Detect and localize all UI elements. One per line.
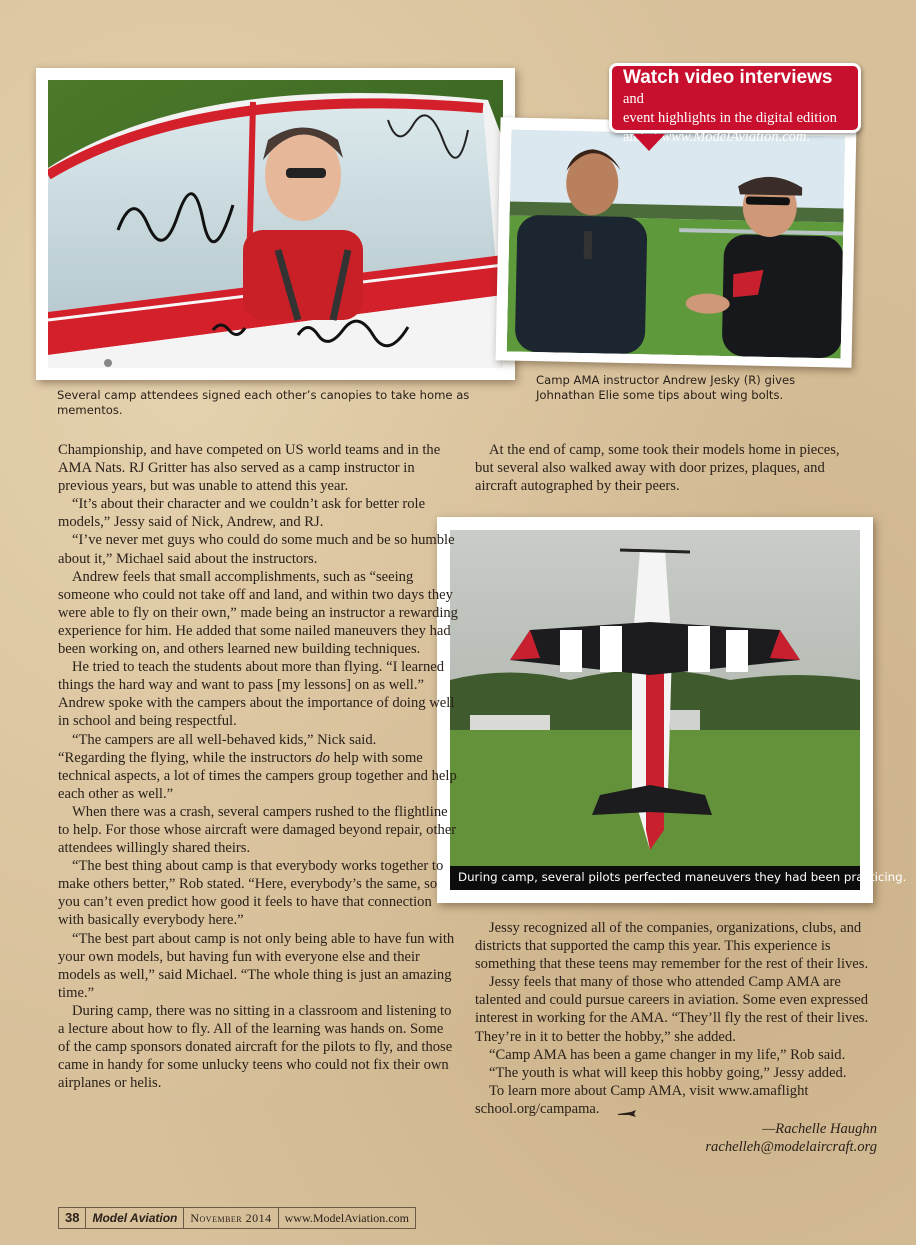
paragraph: “The campers are all well-behaved kids,” Nick said. “Regarding the flying, while the instructors do help with some technical aspects, a lot of times the campers group together and help each other as well.” — [58, 731, 457, 802]
paragraph: “The best thing about camp is that everybody works together to make others better,” Rob stated. “Here, everybody’s the same, so you can’t even predict how good it feels to have that connection with basically everybody here.” — [58, 858, 444, 929]
callout-line2: event highlights in the digital edition — [623, 110, 837, 126]
instructor-caption: Camp AMA instructor Andrew Jesky (R) gives Johnathan Elie some tips about wing bolts. — [536, 373, 796, 402]
article-right-bottom — [475, 919, 877, 1156]
paragraph: When there was a crash, several campers rushed to the flightline to help. For those whose aircraft were damaged beyond repair, other attendees willingly shared theirs. — [58, 803, 457, 857]
article-left-column — [58, 441, 458, 1092]
paragraph: “It’s about their character and we couldn’t ask for better role models,” Jessy said of Nick, Andrew, and RJ. — [58, 496, 426, 531]
paragraph: He tried to teach the students about more than flying. “I learned things the hard way and want to pass [my lessons] on as well.” Andrew spoke with the campers about the importance of doing well in school and being respectful. — [58, 659, 455, 730]
callout-url[interactable]: www.ModelAviation.com — [661, 129, 807, 145]
canopy-photo — [48, 80, 503, 368]
paragraph: “The youth is what will keep this hobby going,” Jessy added. — [489, 1064, 847, 1081]
instructor-photo-frame — [495, 117, 856, 367]
callout-tail — [633, 134, 665, 151]
page-number: 38 — [59, 1208, 86, 1228]
magazine-name: Model Aviation — [86, 1208, 184, 1228]
callout-lead: Watch video interviews — [623, 67, 833, 88]
callout-line3-pre: and at — [623, 129, 662, 145]
callout-line3-end: . — [806, 129, 810, 145]
plane-photo-frame — [437, 517, 907, 903]
paragraph: Jessy recognized all of the companies, organizations, clubs, and districts that supported the camp this year. This experience is something that these teens may remember for the rest of their lives. — [475, 920, 869, 973]
canopy-caption: Several camp attendees signed each other’s canopies to take home as mementos. — [57, 388, 470, 417]
page-footer — [58, 1207, 416, 1229]
paragraph: At the end of camp, some took their models home in pieces, but several also walked away with door prizes, plaques, and aircraft autographed by their peers. — [475, 442, 840, 495]
footer-url[interactable]: www.ModelAviation.com — [284, 1211, 409, 1225]
paragraph: “The best part about camp is not only being able to have fun with your own models, but having fun with everyone else and their models as well,” said Michael. “The whole thing is just an amazing time.” — [58, 930, 455, 1001]
plane-photo — [450, 530, 860, 866]
plane-caption-bar — [450, 866, 907, 890]
paragraph: Championship, and have competed on US world teams and in the AMA Nats. RJ Gritter has also served as a camp instructor in previous years, but was unable to attend this year. — [58, 442, 441, 495]
plane-caption: During camp, several pilots perfected maneuvers they had been practicing. — [458, 870, 907, 884]
callout-line1-rest: and — [623, 91, 644, 107]
paragraph: Andrew feels that small accomplishments, such as “seeing someone who could not take off and land, and within two days they were able to fly on their own,” made being an instructor a rewarding experience for him. He added that some nailed maneuvers they had been working on, and others learned new building techniques. — [58, 568, 458, 658]
paragraph: “I’ve never met guys who could do some much and be so humble about it,” Michael said about the instructors. — [58, 532, 455, 567]
article-right-top — [475, 441, 855, 495]
canopy-photo-frame — [36, 68, 515, 380]
instructor-photo — [507, 130, 846, 359]
video-callout[interactable] — [609, 63, 861, 145]
paragraph: During camp, there was no sitting in a classroom and listening to a lecture about how to fly. All of the learning was hands on. Some of the camp sponsors donated aircraft for the pilots to fly, and those came in handy for some unlucky teens who could not fix their own airplanes or helis. — [58, 1002, 453, 1092]
issue-date: November 2014 — [184, 1208, 278, 1228]
byline: —Rachelle Haughn — [762, 1121, 877, 1138]
end-mark-plane-icon — [603, 1105, 623, 1114]
paragraph: Jessy feels that many of those who attended Camp AMA are talented and could pursue careers in aviation. Some even expressed interest in working for the AMA. “They’ll fly the rest of their lives. They’re in it to better the hobby,” she added. — [475, 974, 869, 1045]
author-email[interactable]: rachelleh@modelaircraft.org — [705, 1139, 877, 1156]
paragraph: To learn more about Camp AMA, visit www.amaflight school.org/campama. — [475, 1082, 809, 1117]
paragraph: “Camp AMA has been a game changer in my life,” Rob said. — [489, 1046, 846, 1063]
